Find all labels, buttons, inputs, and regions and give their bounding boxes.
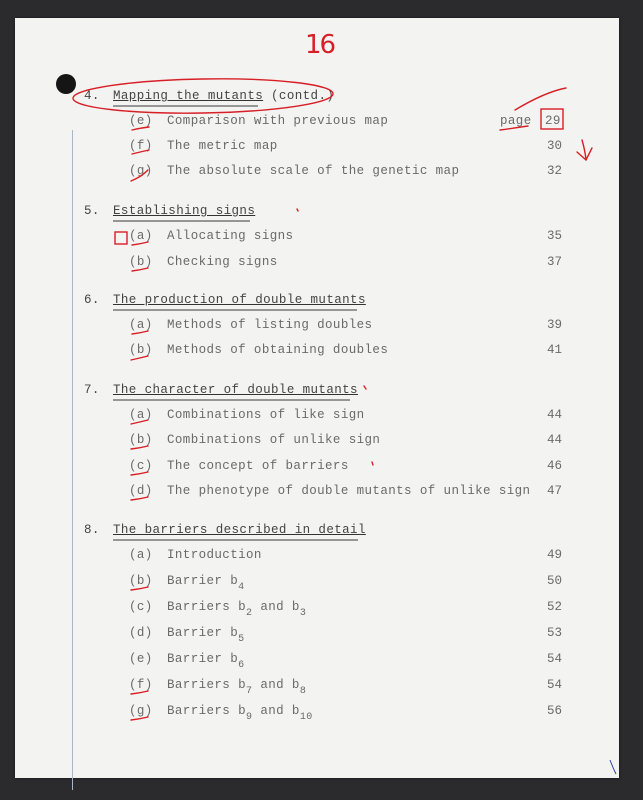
item-5a-page: 35	[546, 229, 562, 243]
section-4-heading	[113, 89, 334, 103]
item-8c-letter: (c)	[129, 600, 153, 614]
item-7c-letter: (c)	[129, 459, 153, 473]
item-8b-letter: (b)	[129, 574, 153, 588]
item-8d-page: 53	[546, 626, 562, 640]
item-4e-page: 29	[545, 114, 561, 128]
page-label: page	[500, 114, 532, 128]
section-5-number: 5.	[84, 204, 100, 218]
item-7b-text: Combinations of unlike sign	[167, 433, 381, 447]
item-7b-letter: (b)	[129, 433, 153, 447]
item-4g-letter: (g)	[129, 164, 153, 178]
item-7a-text: Combinations of like sign	[167, 408, 365, 422]
item-8a-letter: (a)	[129, 548, 153, 562]
item-8b-text	[167, 574, 245, 593]
item-8a-page: 49	[546, 548, 562, 562]
punch-hole	[56, 74, 76, 94]
item-4f-letter: (f)	[129, 139, 153, 153]
section-5-title: Establishing signs	[113, 204, 256, 218]
item-8b-subscript: 4	[238, 582, 245, 593]
item-8g-prefix: Barriers b	[167, 704, 247, 718]
section-4-title: Mapping the mutants	[113, 89, 264, 103]
item-8e-page: 54	[546, 652, 562, 666]
item-5b-text: Checking signs	[167, 255, 278, 269]
item-6b-letter: (b)	[129, 343, 153, 357]
item-8d-letter: (d)	[129, 626, 153, 640]
margin-rule	[72, 130, 73, 790]
item-4e-letter: (e)	[129, 114, 153, 128]
item-8f-page: 54	[546, 678, 562, 692]
section-7-title: The character of double mutants	[113, 383, 358, 397]
item-8g-page: 56	[546, 704, 562, 718]
item-8c-subscript-1: 2	[246, 608, 253, 619]
item-7d-page: 47	[546, 484, 562, 498]
item-6a-letter: (a)	[129, 318, 153, 332]
item-6b-text: Methods of obtaining doubles	[167, 343, 389, 357]
item-8f-mid: and b	[252, 678, 300, 692]
item-8d-prefix: Barrier b	[167, 626, 239, 640]
item-8e-letter: (e)	[129, 652, 153, 666]
section-8-number: 8.	[84, 523, 100, 537]
item-7d-letter: (d)	[129, 484, 153, 498]
item-8a-text: Introduction	[167, 548, 262, 562]
section-4-suffix: (contd.)	[271, 89, 335, 103]
item-8f-subscript-1: 7	[246, 686, 253, 697]
item-8c-mid: and b	[252, 600, 300, 614]
item-8f-text	[167, 678, 306, 697]
item-8f-subscript-2: 8	[299, 686, 307, 697]
item-8e-prefix: Barrier b	[167, 652, 239, 666]
item-8g-subscript-1: 9	[246, 712, 253, 723]
item-6a-page: 39	[546, 318, 562, 332]
item-5a-letter: (a)	[129, 229, 153, 243]
item-5b-letter: (b)	[129, 255, 153, 269]
section-6-number: 6.	[84, 293, 100, 307]
item-8c-subscript-2: 3	[299, 608, 307, 619]
item-5b-page: 37	[546, 255, 562, 269]
item-8e-text	[167, 652, 245, 671]
item-8b-prefix: Barrier b	[167, 574, 239, 588]
item-7c-text: The concept of barriers	[167, 459, 349, 473]
item-8g-subscript-2: 10	[299, 712, 313, 723]
item-8c-prefix: Barriers b	[167, 600, 247, 614]
section-6-title: The production of double mutants	[113, 293, 366, 307]
item-8f-prefix: Barriers b	[167, 678, 247, 692]
item-7a-letter: (a)	[129, 408, 153, 422]
item-4g-text: The absolute scale of the genetic map	[167, 164, 460, 178]
item-8c-text	[167, 600, 306, 619]
item-8f-letter: (f)	[129, 678, 153, 692]
item-7a-page: 44	[546, 408, 562, 422]
item-8g-mid: and b	[252, 704, 300, 718]
item-4e-text: Comparison with previous map	[167, 114, 389, 128]
handwritten-page-mark: 16	[305, 30, 335, 60]
section-4-number: 4.	[84, 89, 100, 103]
item-7c-page: 46	[546, 459, 562, 473]
item-8e-subscript: 6	[238, 660, 245, 671]
section-7-number: 7.	[84, 383, 100, 397]
item-6a-text: Methods of listing doubles	[167, 318, 373, 332]
item-4f-text: The metric map	[167, 139, 278, 153]
item-4g-page: 32	[546, 164, 562, 178]
item-8g-text	[167, 704, 313, 723]
item-5a-text: Allocating signs	[167, 229, 294, 243]
item-8d-text	[167, 626, 245, 645]
item-7b-page: 44	[546, 433, 562, 447]
item-8c-page: 52	[546, 600, 562, 614]
item-4f-page: 30	[546, 139, 562, 153]
item-6b-page: 41	[546, 343, 562, 357]
item-7d-text: The phenotype of double mutants of unlike sign	[167, 484, 531, 498]
item-8g-letter: (g)	[129, 704, 153, 718]
item-8b-page: 50	[546, 574, 562, 588]
item-8d-subscript: 5	[238, 634, 245, 645]
section-8-title: The barriers described in detail	[113, 523, 366, 537]
